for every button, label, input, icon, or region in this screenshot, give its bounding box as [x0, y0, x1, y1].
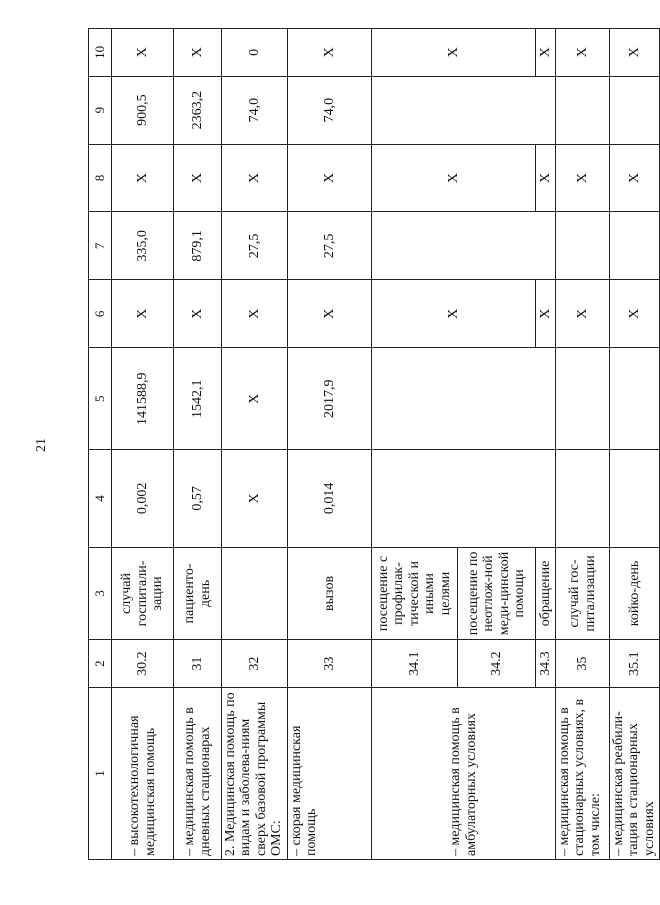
row-number: 35.1 [610, 640, 660, 688]
header-cell: 10 [89, 29, 112, 77]
value-cell: 2017,9 [288, 348, 372, 450]
header-cell: 4 [89, 450, 112, 547]
value-cell: 0,014 [288, 450, 372, 547]
value-cell: X [536, 29, 556, 77]
header-row [89, 29, 112, 860]
header-cell: 1 [89, 687, 112, 859]
header-cell: 9 [89, 76, 112, 144]
value-cell [556, 76, 610, 144]
value-cell: 1542,1 [174, 348, 222, 450]
row-number: 33 [288, 640, 372, 688]
value-cell: X [610, 29, 660, 77]
value-cell [556, 450, 610, 547]
row-label: 2. Медицинская помощь по видам и заболева-ниям сверх базовой программы ОМС: [222, 687, 288, 859]
row-label: – медицинская помощь в амбулаторных условиях [372, 687, 556, 859]
table-row [222, 29, 288, 860]
value-cell [610, 212, 660, 280]
value-cell: X [222, 280, 288, 348]
row-number: 32 [222, 640, 288, 688]
value-cell: 27,5 [288, 212, 372, 280]
row-label: – скорая медицинская помощь [288, 687, 372, 859]
value-cell: 0,57 [174, 450, 222, 547]
row-number: 34.1 [372, 640, 458, 688]
header-cell: 8 [89, 144, 112, 212]
unit-cell [222, 547, 288, 640]
value-cell [610, 450, 660, 547]
value-cell: X [222, 450, 288, 547]
value-cell: X [372, 144, 536, 212]
unit-cell: обращение [536, 547, 556, 640]
page-number: 21 [34, 438, 49, 452]
value-cell: X [536, 280, 556, 348]
table-row [556, 29, 610, 860]
row-label: – медицинская реабили-тация в стационарных условиях [610, 687, 660, 859]
unit-cell: посещение с профилак-тической и иными целями [372, 547, 458, 640]
value-cell: X [288, 29, 372, 77]
value-cell: X [610, 280, 660, 348]
value-cell: 2363,2 [174, 76, 222, 144]
header-cell: 5 [89, 348, 112, 450]
value-cell: X [174, 280, 222, 348]
row-number: 35 [556, 640, 610, 688]
value-cell: X [174, 29, 222, 77]
value-cell: 879,1 [174, 212, 222, 280]
value-cell: X [112, 29, 174, 77]
row-label: – высокотехнологичная медицинская помощь [112, 687, 174, 859]
table-row [174, 29, 222, 860]
row-number: 34.2 [458, 640, 536, 688]
value-cell [372, 76, 556, 144]
unit-cell: случай гос-питализации [556, 547, 610, 640]
table-row [288, 29, 372, 860]
value-cell: 27,5 [222, 212, 288, 280]
unit-cell: случай госпитали-зации [112, 547, 174, 640]
value-cell [610, 76, 660, 144]
value-cell: X [112, 280, 174, 348]
table-row [112, 29, 174, 860]
value-cell: 74,0 [222, 76, 288, 144]
value-cell: X [288, 280, 372, 348]
row-label: – медицинская помощь в дневных стационарах [174, 687, 222, 859]
data-table [88, 28, 660, 860]
row-number: 34.3 [536, 640, 556, 688]
value-cell [556, 212, 610, 280]
value-cell: X [372, 280, 536, 348]
unit-cell: пациенто-день [174, 547, 222, 640]
value-cell: 900,5 [112, 76, 174, 144]
rotated-table-container [88, 28, 657, 860]
value-cell [372, 450, 556, 547]
value-cell: X [222, 348, 288, 450]
unit-cell: вызов [288, 547, 372, 640]
table-row [610, 29, 660, 860]
value-cell: X [174, 144, 222, 212]
header-cell: 2 [89, 640, 112, 688]
value-cell: X [556, 144, 610, 212]
header-cell: 6 [89, 280, 112, 348]
value-cell: 335,0 [112, 212, 174, 280]
header-cell: 7 [89, 212, 112, 280]
unit-cell: посещение по неотлож-ной меди-цинской помощи [458, 547, 536, 640]
value-cell [372, 348, 556, 450]
value-cell: 0,002 [112, 450, 174, 547]
value-cell: X [556, 29, 610, 77]
value-cell: X [288, 144, 372, 212]
unit-cell: койко-день [610, 547, 660, 640]
value-cell [372, 212, 556, 280]
value-cell: 0 [222, 29, 288, 77]
table-row [372, 29, 458, 860]
value-cell: X [556, 280, 610, 348]
header-cell: 3 [89, 547, 112, 640]
value-cell: X [372, 29, 536, 77]
row-label: – медицинская помощь в стационарных условиях, в том числе: [556, 687, 610, 859]
row-number: 31 [174, 640, 222, 688]
value-cell: X [222, 144, 288, 212]
row-number: 30.2 [112, 640, 174, 688]
value-cell: 141588,9 [112, 348, 174, 450]
value-cell: X [536, 144, 556, 212]
value-cell: X [610, 144, 660, 212]
value-cell: X [112, 144, 174, 212]
value-cell [556, 348, 610, 450]
value-cell: 74,0 [288, 76, 372, 144]
value-cell [610, 348, 660, 450]
